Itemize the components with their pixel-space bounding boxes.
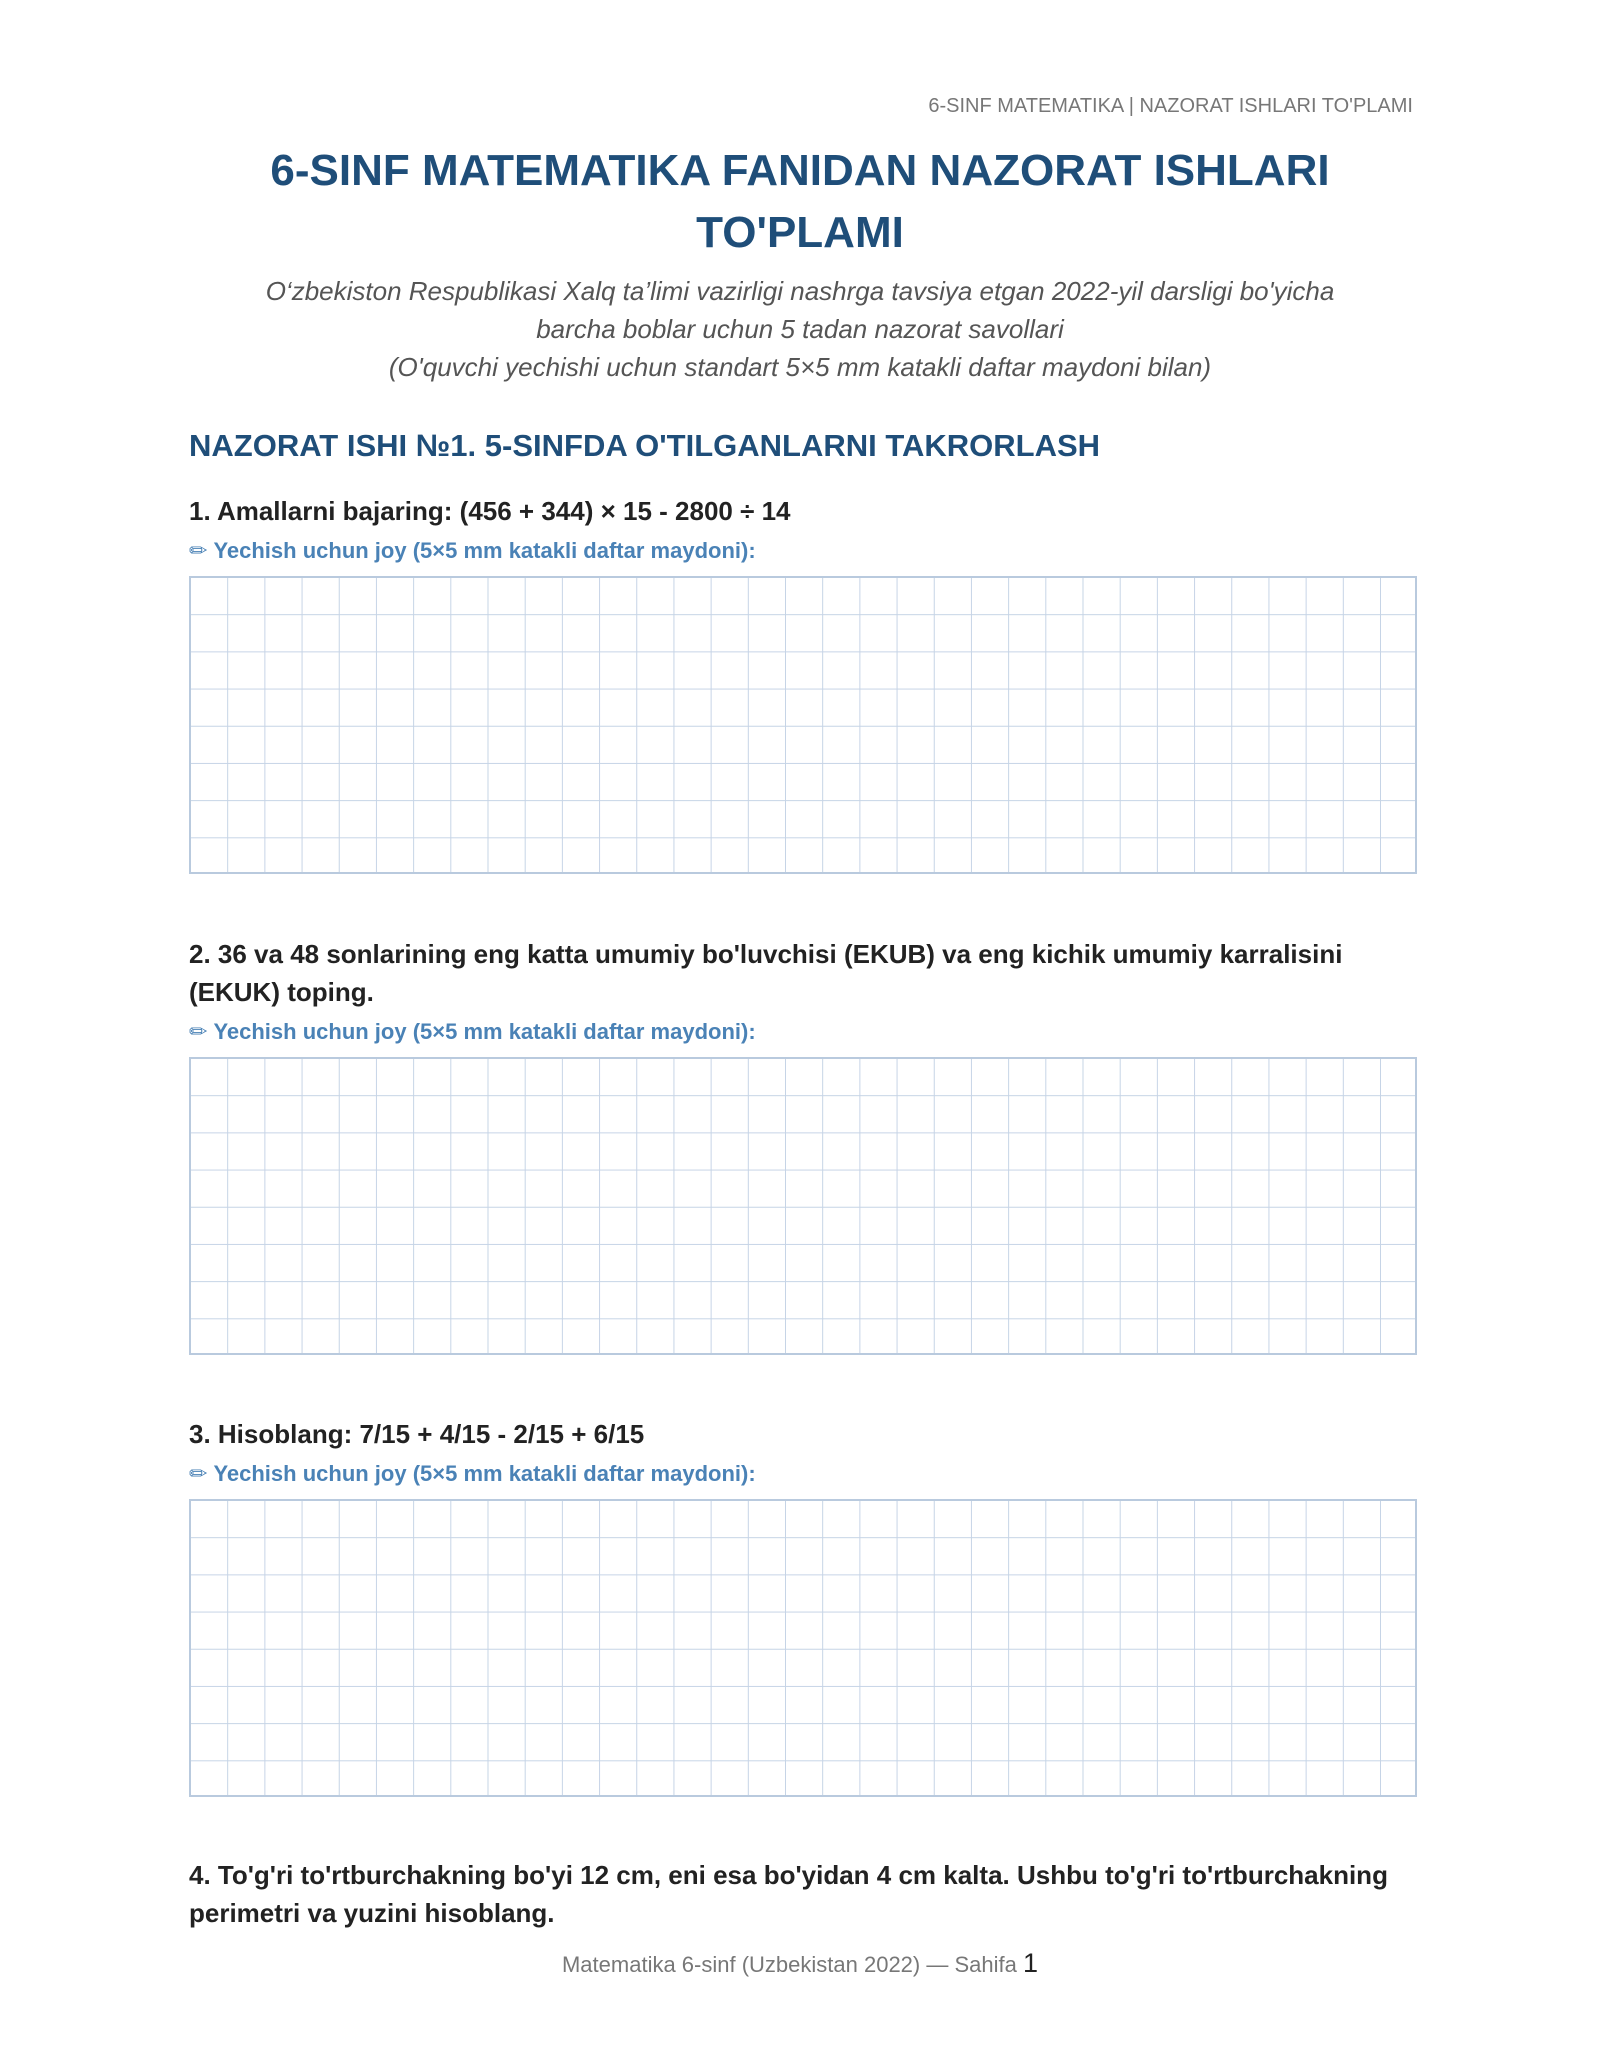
subtitle-line-2: barcha boblar uchun 5 tadan nazorat savollari [536, 314, 1064, 344]
pencil-icon: ✏ [189, 1461, 208, 1486]
question-2 [189, 935, 1411, 1355]
answer-label [189, 1459, 1411, 1489]
page-number: 1 [1022, 1948, 1039, 1978]
pencil-icon: ✏ [189, 1019, 208, 1044]
question-text: 3. Hisoblang: 7/15 + 4/15 - 2/15 + 6/15 [189, 1419, 645, 1449]
question-text: 1. Amallarni bajaring: (456 + 344) × 15 - 2800 ÷ 14 [189, 496, 791, 526]
subtitle-line-1: O‘zbekiston Respublikasi Xalq ta’limi vazirligi nashrga tavsiya etgan 2022-yil darsligi bo'yicha [265, 276, 1335, 306]
answer-grid[interactable] [189, 1057, 1417, 1355]
question-3 [189, 1415, 1411, 1797]
answer-grid[interactable] [189, 1499, 1417, 1797]
page-title: 6-SINF MATEMATIKA FANIDAN NAZORAT ISHLARI TO'PLAMI [270, 146, 1330, 257]
question-4 [189, 1856, 1411, 1932]
question-text: 2. 36 va 48 sonlarining eng katta umumiy bo'luvchisi (EKUB) va eng kichik umumiy karralisini (EKUK) toping. [189, 939, 1343, 1007]
running-header: 6-SINF MATEMATIKA | NAZORAT ISHLARI TO'PLAMI [928, 95, 1413, 117]
answer-label-text: Yechish uchun joy (5×5 mm katakli daftar maydoni): [213, 1019, 756, 1044]
question-1 [189, 492, 1411, 874]
page-footer [0, 1948, 1600, 1979]
section-heading: NAZORAT ISHI №1. 5-SINFDA O'TILGANLARNI TAKRORLASH [189, 428, 1101, 463]
subtitle-line-3: (O'quvchi yechishi uchun standart 5×5 mm katakli daftar maydoni bilan) [388, 352, 1212, 382]
answer-label-text: Yechish uchun joy (5×5 mm katakli daftar maydoni): [213, 1461, 756, 1486]
subtitle [189, 272, 1411, 386]
answer-label [189, 536, 1411, 566]
answer-label [189, 1017, 1411, 1047]
question-text: 4. To'g'ri to'rtburchakning bo'yi 12 cm, eni esa bo'yidan 4 cm kalta. Ushbu to'g'ri to'rtburchakning perimetri va yuzini hisoblang. [189, 1860, 1388, 1928]
footer-text: Matematika 6-sinf (Uzbekistan 2022) — Sahifa [561, 1952, 1017, 1977]
answer-grid[interactable] [189, 576, 1417, 874]
answer-label-text: Yechish uchun joy (5×5 mm katakli daftar maydoni): [213, 538, 756, 563]
pencil-icon: ✏ [189, 538, 208, 563]
